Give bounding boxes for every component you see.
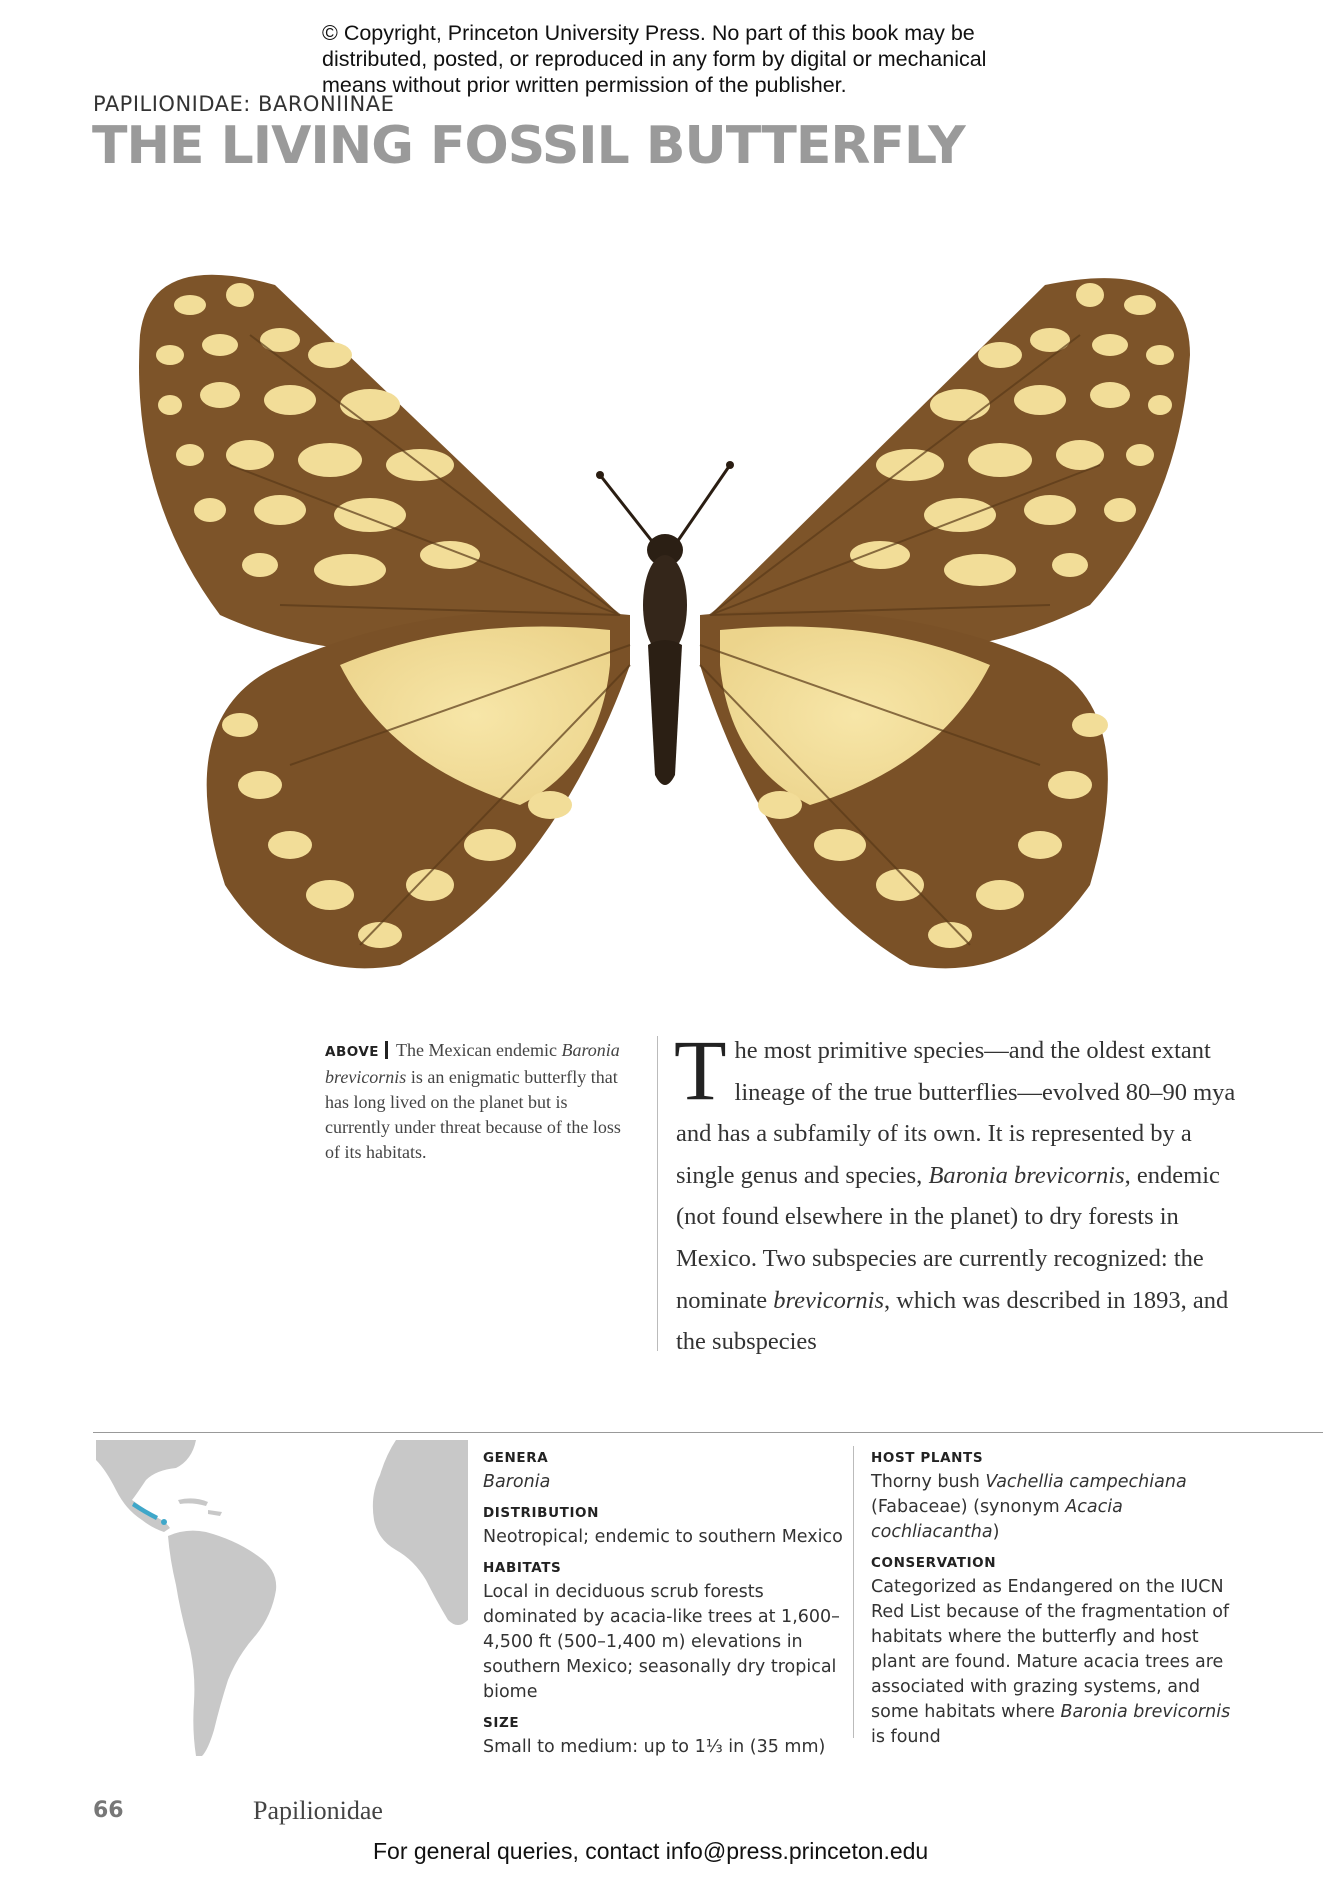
habitats-label: HABITATS [483,1560,562,1576]
page-title: THE LIVING FOSSIL BUTTERFLY [92,116,965,176]
caption-species: Baronia brevicornis [325,1040,620,1087]
size-label: SIZE [483,1715,520,1731]
host-plants-label: HOST PLANTS [871,1450,984,1466]
copyright-line-2: distributed, posted, or reproduced in any form by digital or mechanical [322,47,987,71]
north-america-shape [96,1440,196,1532]
copyright-notice [322,20,1042,98]
butterfly-photo [130,245,1200,1005]
body-text-1: he most primitive species—and the oldest extant lineage of the true butterflies—evolved 80–90 mya and has a subfamily of its own. It is represented by a single genus and species, [676,1037,1236,1189]
conservation-text-2: is found [871,1727,941,1747]
contact-notice: For general queries, contact info@press.princeton.edu [373,1838,929,1864]
body-paragraph [674,1022,1236,1363]
conservation-text-1: Categorized as Endangered on the IUCN Red List because of the fragmentation of habitats where the butterfly and host plant are found. Mature acacia trees are associated with grazing systems, and some habitats where [871,1577,1230,1722]
right-forewing [710,278,1190,650]
habitats-value: Local in deciduous scrub forests dominated by acacia-like trees at 1,600–4,500 ft (500–1,400 m) elevations in southern Mexico; seasonally dry tropical biome [483,1582,840,1702]
size-value: Small to medium: up to 1⅓ in (35 mm) [483,1737,826,1757]
distribution-value: Neotropical; endemic to southern Mexico [483,1527,843,1547]
conservation-label: CONSERVATION [871,1555,997,1571]
copyright-line-3: means without prior written permission of the publisher. [322,73,847,97]
info-column-rule [853,1446,854,1738]
south-america-shape [168,1531,276,1756]
butterfly-abdomen [648,640,682,785]
body-text-3: , which was described in 1893, and the subspecies [676,1286,1229,1356]
drop-cap: T [674,1022,727,1118]
host-species: Vachellia campechiana [985,1472,1187,1492]
body-nominate: brevicornis [773,1286,884,1314]
host-text-3: ) [992,1522,1000,1542]
copyright-line-1: © Copyright, Princeton University Press. No part of this book may be [322,21,975,45]
distribution-label: DISTRIBUTION [483,1505,600,1521]
caption-lead: ABOVE [325,1044,380,1060]
page-number: 66 [93,1798,124,1823]
africa-shape [373,1440,468,1625]
host-plants-value [871,1470,1231,1545]
subfamily-heading: PAPILIONIDAE: BARONIINAE [93,92,395,116]
info-column-right [871,1450,1231,1760]
info-section-rule [93,1432,1323,1433]
host-text-1: Thorny bush [871,1472,986,1492]
photo-caption [325,1038,625,1165]
conservation-value [871,1575,1231,1750]
body-species: Baronia brevicornis [928,1161,1125,1189]
host-synonym: Acacia cochliacantha [871,1497,1123,1542]
body-column-rule [657,1036,658,1351]
body-text-2: , endemic (not found elsewhere in the planet) to dry forests in Mexico. Two subspecies are currently recognized: the nominate [676,1161,1220,1314]
host-text-2: (Fabaceae) (synonym [871,1497,1066,1517]
conservation-species: Baronia brevicornis [1060,1702,1231,1722]
caption-text-1: The Mexican endemic [396,1040,562,1060]
left-forewing [139,275,620,651]
genera-label: GENERA [483,1450,549,1466]
running-head: Papilionidae [253,1796,383,1825]
info-column-left [483,1450,843,1770]
genera-value: Baronia [483,1472,551,1492]
caption-divider [385,1041,388,1059]
distribution-map [96,1440,468,1756]
caption-text-2: is an enigmatic butterfly that has long lived on the planet but is currently under threat because of the loss of its habitats. [325,1067,621,1162]
